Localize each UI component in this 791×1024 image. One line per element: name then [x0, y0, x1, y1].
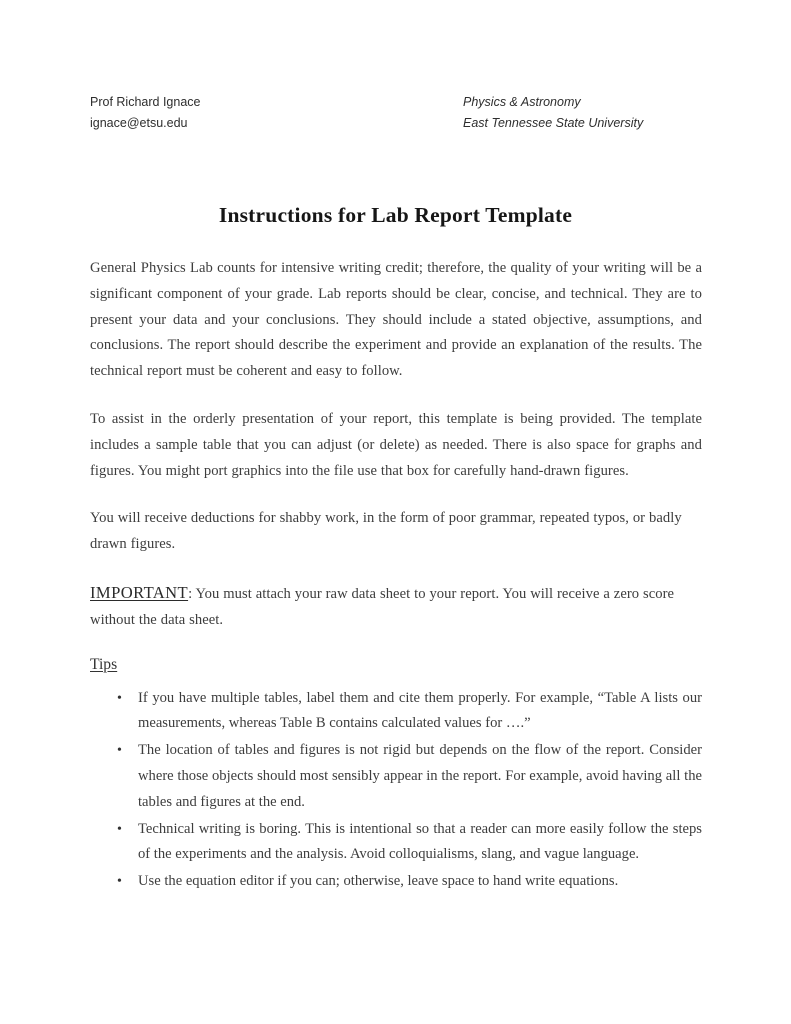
bullet-icon: • — [117, 743, 122, 759]
paragraph-important — [90, 580, 702, 634]
page-title: Instructions for Lab Report Template — [218, 203, 573, 227]
important-separator: : — [188, 585, 193, 602]
list-item — [90, 686, 702, 738]
list-item — [90, 738, 702, 815]
tips-heading-wrapper — [90, 656, 702, 686]
list-item-text: Technical writing is boring. This is intentional so that a reader can more easily follow the steps of the experiments and the analysis. Avoid colloquialisms, slang, and vague language. — [138, 820, 702, 863]
header-author-block — [90, 92, 463, 133]
author-email[interactable]: ignace@etsu.edu — [90, 115, 188, 130]
paragraph-template: To assist in the orderly presentation of your report, this template is being provided. The template includes a sample table that you can adjust (or delete) as needed. There is also space for graphs and figures. You might port graphics into the file use that box for carefully hand-drawn figures. — [90, 410, 702, 479]
tips-heading: Tips — [90, 655, 118, 673]
list-item — [90, 817, 702, 869]
important-label: IMPORTANT — [90, 582, 189, 602]
institution-name: East Tennessee State University — [463, 115, 644, 130]
document-body — [90, 256, 702, 896]
paragraph-deductions: You will receive deductions for shabby work, in the form of poor grammar, repeated typos, or badly drawn figures. — [90, 510, 682, 553]
list-item-text: Use the equation editor if you can; otherwise, leave space to hand write equations. — [138, 873, 619, 890]
bullet-icon: • — [117, 874, 122, 890]
document-header — [90, 92, 703, 133]
list-item-text: The location of tables and figures is not rigid but depends on the flow of the report. Consider where those objects should most sensibly appear in the report. For example, avoid having all the tables and figures at the end. — [138, 742, 702, 810]
bullet-icon: • — [117, 690, 122, 706]
list-item — [90, 869, 702, 895]
author-name: Prof Richard Ignace — [90, 95, 201, 109]
important-text: You must attach your raw data sheet to your report. You will receive a zero score without the data sheet. — [90, 585, 675, 628]
paragraph-intro: General Physics Lab counts for intensive writing credit; therefore, the quality of your writing will be a significant component of your grade. Lab reports should be clear, concise, and technical. They are to present your data and your conclusions. They should include a stated objective, assumptions, and conclusions. The report should describe the experiment and provide an explanation of the results. The technical report must be coherent and easy to follow. — [90, 260, 702, 380]
list-item-text: If you have multiple tables, label them and cite them properly. For example, “Table A lists our measurements, whereas Table B contains calculated values for ….” — [138, 689, 702, 732]
department-name: Physics & Astronomy — [463, 95, 581, 109]
bullet-icon: • — [117, 821, 122, 837]
header-affiliation-block — [463, 92, 643, 133]
tips-list — [90, 686, 702, 895]
